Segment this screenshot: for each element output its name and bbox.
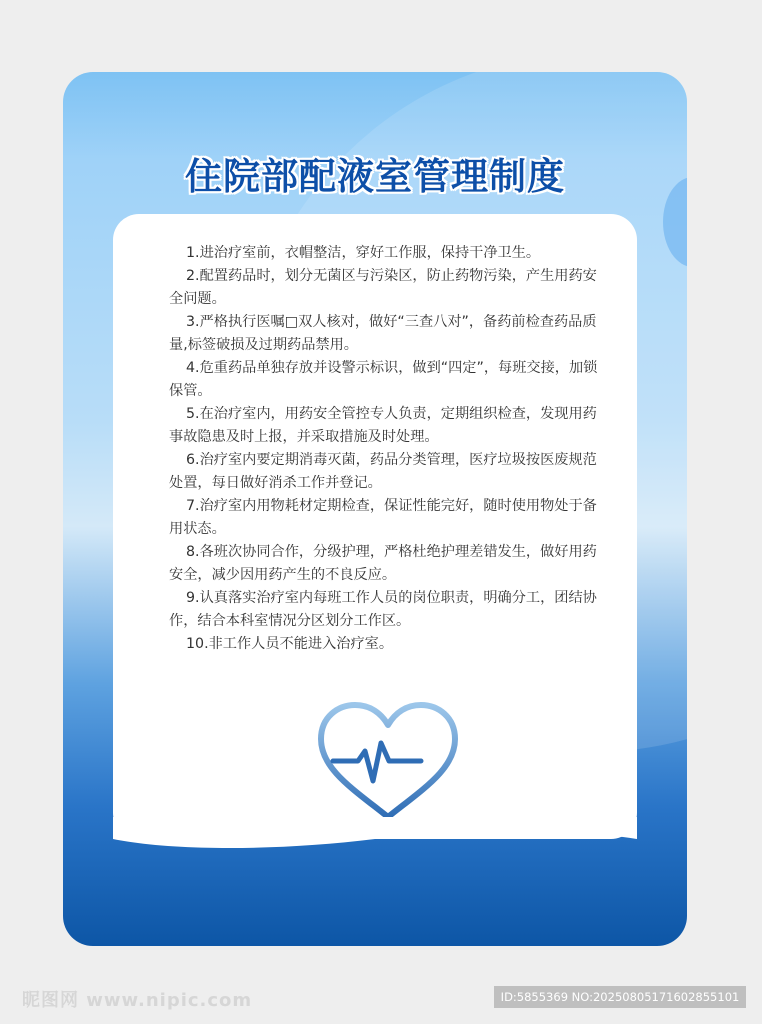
rules-list	[169, 242, 607, 656]
rule-item: 8.各班次协同合作，分级护理，严格杜绝护理差错发生，做好用药安全，减少因用药产生的不良反应。	[169, 544, 597, 583]
heart-pulse-icon	[313, 699, 463, 824]
rules-card	[113, 214, 637, 839]
rule-item: 7.治疗室内用物耗材定期检查，保证性能完好，随时使用物处于备用状态。	[169, 498, 597, 537]
rule-item: 3.严格执行医嘱□双人核对，做好“三查八对”，备药前检查药品质量,标签破损及过期药品禁用。	[169, 314, 597, 353]
rule-item: 5.在治疗室内，用药安全管控专人负责，定期组织检查，发现用药事故隐患及时上报，并采取措施及时处理。	[169, 406, 597, 445]
rule-item: 6.治疗室内要定期消毒灭菌，药品分类管理，医疗垃圾按医废规范处置，每日做好消杀工作并登记。	[169, 452, 597, 491]
rule-item: 9.认真落实治疗室内每班工作人员的岗位职责，明确分工，团结协作，结合本科室情况分区划分工作区。	[169, 590, 597, 629]
rule-item: 10.非工作人员不能进入治疗室。	[186, 636, 394, 652]
poster	[63, 72, 687, 946]
rule-item: 1.进治疗室前，衣帽整洁，穿好工作服，保持干净卫生。	[186, 245, 541, 261]
poster-title: 住院部配液室管理制度	[185, 155, 565, 198]
image-id-badge: ID:5855369 NO:20250805171602855101	[494, 986, 746, 1008]
rule-item: 4.危重药品单独存放并设警示标识，做到“四定”，每班交接，加锁保管。	[169, 360, 598, 399]
watermark-text: 昵图网 www.nipic.com	[22, 990, 253, 1011]
card-bottom-wave	[113, 817, 637, 857]
rule-item: 2.配置药品时，划分无菌区与污染区，防止药物污染，产生用药安全问题。	[169, 268, 597, 307]
